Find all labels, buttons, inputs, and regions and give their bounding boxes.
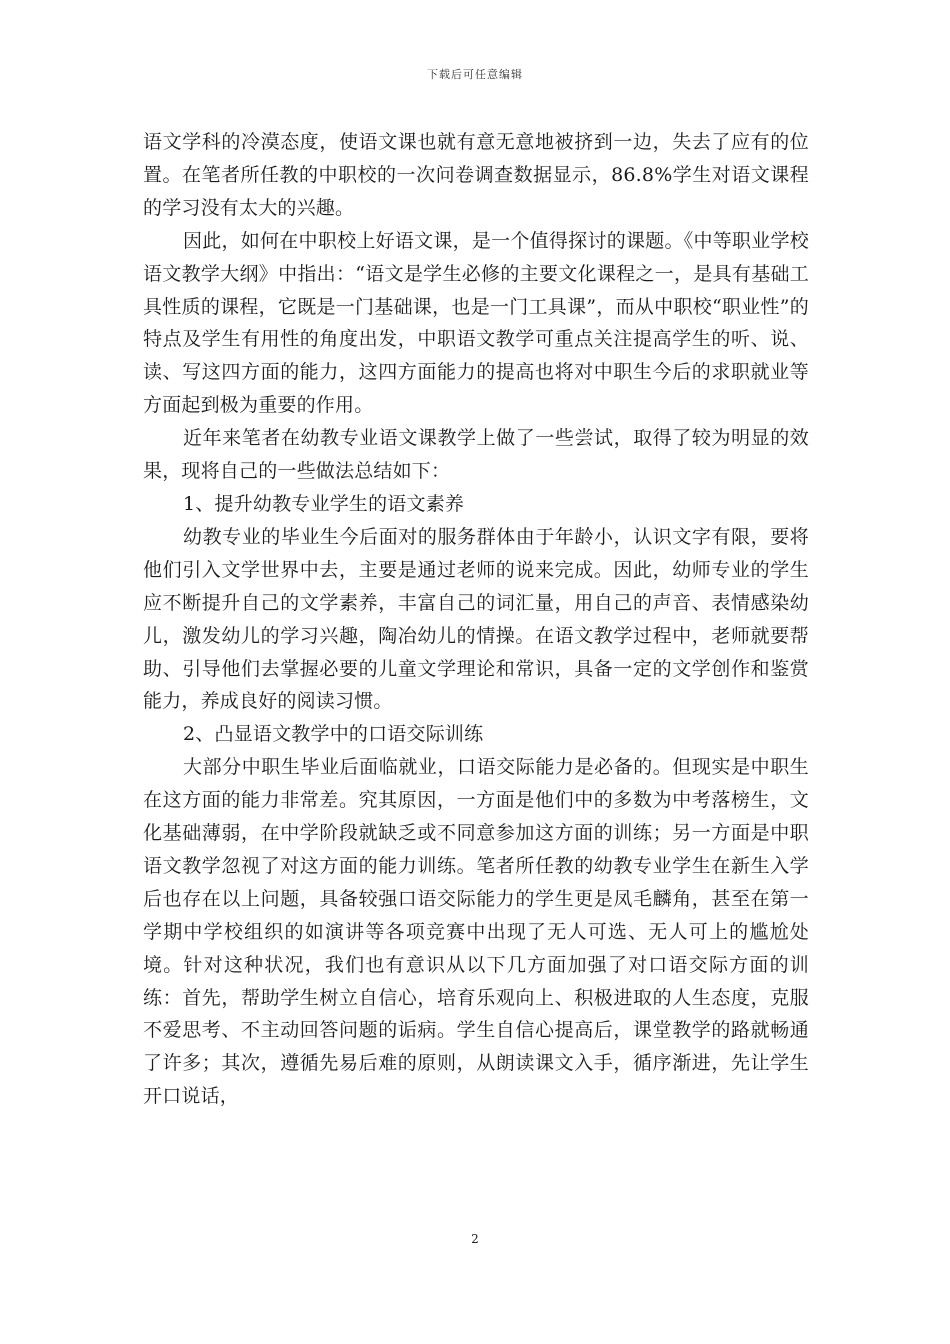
paragraph-intro-continuation: 语文学科的冷漠态度，使语文课也就有意无意地被挤到一边，失去了应有的位置。在笔者所任教的中职校的一次问卷调查数据显示，86.8%学生对语文课程的学习没有太大的兴趣。 bbox=[143, 131, 809, 219]
page-header-note: 下载后可任意编辑 bbox=[427, 68, 523, 81]
page-number: 2 bbox=[471, 1232, 479, 1246]
document-body bbox=[143, 126, 809, 1113]
paragraph-syllabus: 因此，如何在中职校上好语文课，是一个值得探讨的课题。《中等职业学校语文教学大纲》中指出：“语文是学生必修的主要文化课程之一，是具有基础工具性质的课程，它既是一门基础课，也是一门工具课”，而从中职校“职业性”的特点及学生有用性的角度出发，中职语文教学可重点关注提高学生的听、说、读、写这四方面的能力，这四方面能力的提高也将对中职生今后的求职就业等方面起到极为重要的作用。 bbox=[143, 229, 809, 417]
section-heading-2: 2、凸显语文教学中的口语交际训练 bbox=[183, 723, 484, 746]
paragraph-summary-intro: 近年来笔者在幼教专业语文课教学上做了一些尝试，取得了较为明显的效果，现将自己的一些做法总结如下： bbox=[143, 427, 809, 483]
section-heading-1: 1、提升幼教专业学生的语文素养 bbox=[183, 492, 465, 515]
paragraph-oral-communication: 大部分中职生毕业后面临就业，口语交际能力是必备的。但现实是中职生在这方面的能力非常差。究其原因，一方面是他们中的多数为中考落榜生，文化基础薄弱，在中学阶段就缺乏或不同意参加这方面的训练；另一方面是中职语文教学忽视了对这方面的能力训练。笔者所任教的幼教专业学生在新生入学后也存在以上问题，具备较强口语交际能力的学生更是凤毛麟角，甚至在第一学期中学校组织的如演讲等各项竞赛中出现了无人可选、无人可上的尴尬处境。针对这种状况，我们也有意识从以下几方面加强了对口语交际方面的训练：首先，帮助学生树立自信心，培育乐观向上、积极进取的人生态度，克服不爱思考、不主动回答问题的诟病。学生自信心提高后，课堂教学的路就畅通了许多；其次，遵循先易后难的原则，从朗读课文入手，循序渐进，先让学生开口说话， bbox=[143, 756, 809, 1108]
paragraph-literacy: 幼教专业的毕业生今后面对的服务群体由于年龄小，认识文字有限，要将他们引入文学世界中去，主要是通过老师的说来完成。因此，幼师专业的学生应不断提升自己的文学素养，丰富自己的词汇量，用自己的声音、表情感染幼儿，激发幼儿的学习兴趣，陶冶幼儿的情操。在语文教学过程中，老师就要帮助、引导他们去掌握必要的儿童文学理论和常识，具备一定的文学创作和鉴赏能力，养成良好的阅读习惯。 bbox=[143, 525, 809, 713]
